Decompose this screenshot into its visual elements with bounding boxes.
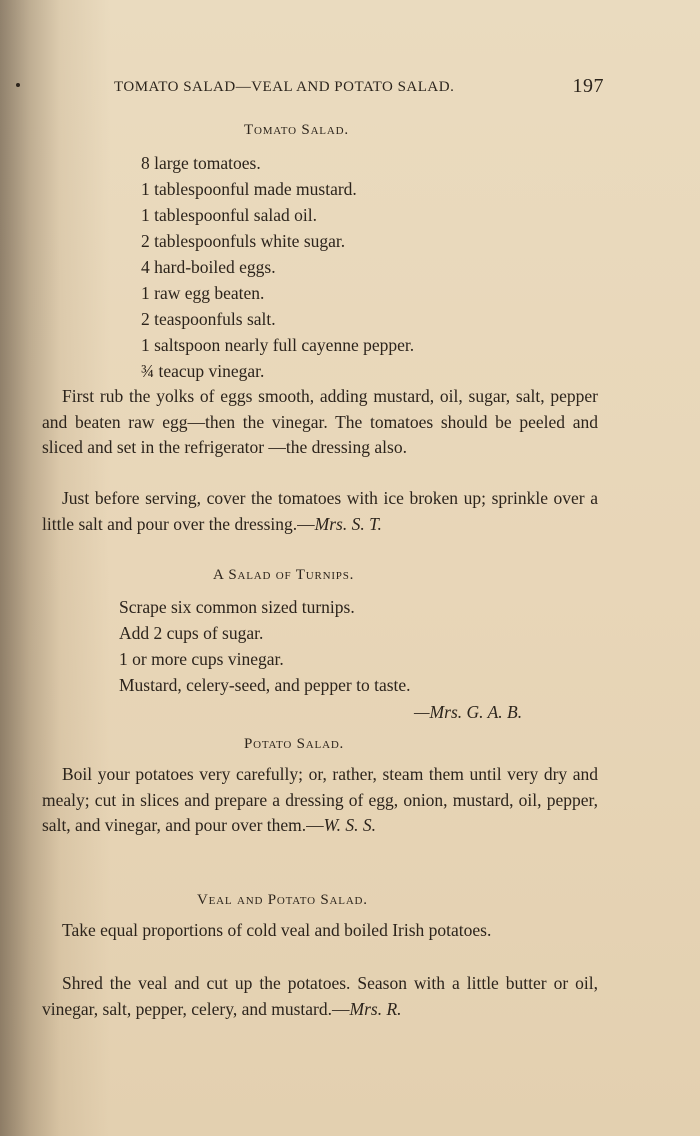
tomato-salad-instructions bbox=[42, 384, 598, 461]
tomato-salad-serving bbox=[42, 486, 598, 537]
ingredient-line: 2 teaspoonfuls salt. bbox=[141, 309, 276, 329]
recipe-author: —Mrs. G. A. B. bbox=[414, 702, 523, 722]
page-number: 197 bbox=[572, 75, 604, 97]
ingredient-line: 4 hard-boiled eggs. bbox=[141, 257, 276, 277]
potato-salad-instructions bbox=[42, 762, 598, 839]
margin-mark bbox=[16, 83, 20, 87]
section-title-tomato-salad: Tomato Salad. bbox=[244, 122, 349, 138]
ingredient-line: 1 tablespoonful salad oil. bbox=[141, 205, 317, 225]
paragraph-text: First rub the yolks of eggs smooth, adding mustard, oil, sugar, salt, pepper and beaten raw egg—then the vinegar. The tomatoes should be peeled and sliced and set in the refrigerator —the dressing also. bbox=[42, 386, 598, 457]
veal-salad-proportions bbox=[42, 918, 598, 944]
recipe-line: Scrape six common sized turnips. bbox=[119, 597, 355, 617]
ingredient-line: ¾ teacup vinegar. bbox=[141, 361, 265, 381]
paragraph-text: Take equal proportions of cold veal and boiled Irish potatoes. bbox=[62, 920, 492, 940]
ingredient-line: 1 tablespoonful made mustard. bbox=[141, 179, 357, 199]
paragraph-text: Just before serving, cover the tomatoes with ice broken up; sprinkle over a little salt and pour over the dressing.— bbox=[42, 488, 598, 534]
veal-salad-instructions bbox=[42, 971, 598, 1022]
recipe-author: W. S. S. bbox=[323, 815, 377, 835]
section-title-turnip-salad: A Salad of Turnips. bbox=[213, 567, 355, 583]
running-head bbox=[114, 75, 604, 97]
ingredient-line: 2 tablespoonfuls white sugar. bbox=[141, 231, 346, 251]
recipe-line: 1 or more cups vinegar. bbox=[119, 649, 284, 669]
recipe-author: Mrs. S. T. bbox=[314, 513, 382, 534]
paragraph-text: Shred the veal and cut up the potatoes. Season with a little butter or oil, vinegar, salt, pepper, celery, and mustard.— bbox=[42, 973, 598, 1019]
running-title: TOMATO SALAD—VEAL AND POTATO SALAD. bbox=[114, 79, 455, 95]
ingredient-line: 1 saltspoon nearly full cayenne pepper. bbox=[141, 335, 415, 355]
ingredient-line: 8 large tomatoes. bbox=[141, 153, 261, 173]
section-title-potato-salad: Potato Salad. bbox=[244, 736, 345, 752]
section-title-veal-potato-salad: Veal and Potato Salad. bbox=[197, 892, 368, 908]
paragraph-text: Boil your potatoes very carefully; or, rather, steam them until very dry and mealy; cut in slices and prepare a dressing of egg, onion, mustard, oil, pepper, salt, and vinegar, and pour over them.— bbox=[42, 764, 598, 835]
ingredient-line: 1 raw egg beaten. bbox=[141, 283, 265, 303]
recipe-author: Mrs. R. bbox=[349, 998, 402, 1019]
recipe-line: Add 2 cups of sugar. bbox=[119, 623, 264, 643]
recipe-line: Mustard, celery-seed, and pepper to taste. bbox=[119, 675, 411, 695]
